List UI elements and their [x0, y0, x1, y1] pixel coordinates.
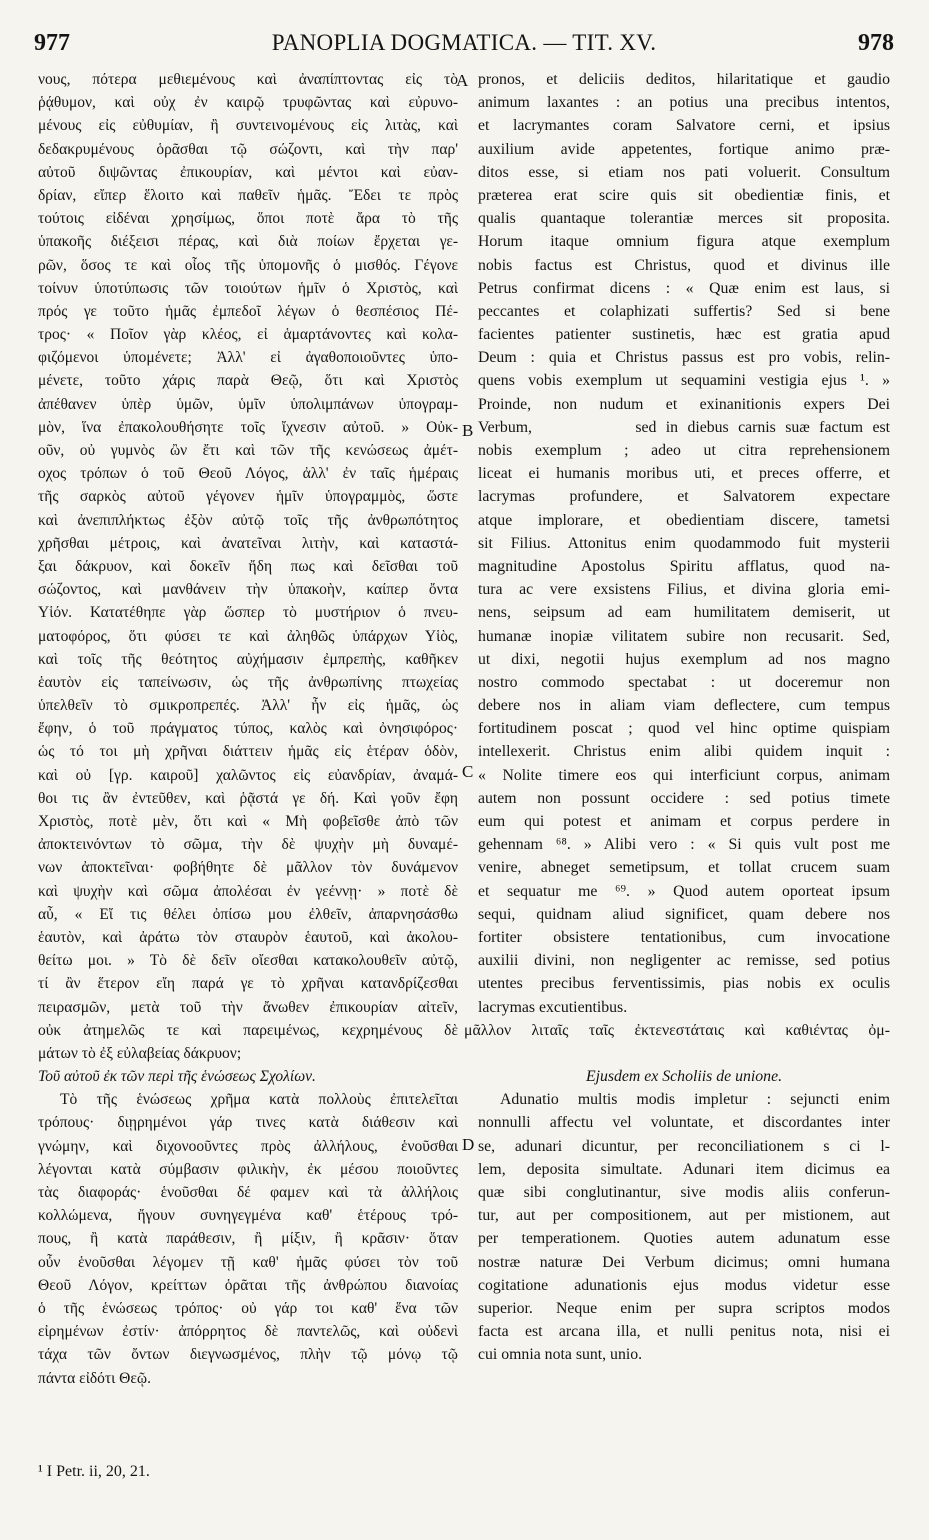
- greek-line: καὶ ἀνεπιπλήκτως ἐξὸν αὐτῷ τοῖς τῆς ἀνθρωπότητος: [38, 511, 458, 529]
- latin-line: autem non possunt occidere : sed potius timete: [478, 789, 890, 807]
- latin-line: auxilii divini, non negligenter ac remisse, sed potius: [478, 952, 890, 970]
- latin-line: Proinde, non nudum et exinanitionis expers Dei: [478, 395, 890, 413]
- greek-line: Θεοῦ Λόγον, κρείττων ὁρᾶται τῆς ἀνθρώπου διανοίας: [38, 1276, 458, 1294]
- latin-line: liceat ei humanis moribus uti, et preces offerre, et: [478, 465, 890, 483]
- page-number-right: 978: [858, 30, 894, 56]
- greek-line: τάχα τῶν ὄντων διεγνωσμένος, πλὴν τῷ μόνῳ τῷ: [38, 1346, 458, 1364]
- greek-line: γνώμην, καὶ διχονοοῦντες πρὸς ἀλλήλους, ἑνοῦσθαι: [38, 1137, 458, 1155]
- greek-line: νους, πότερα μεθιεμένους καὶ ἀναπίπτοντας εἰς τὸ: [38, 71, 458, 88]
- greek-line: ὑπελθεῖν τὸ σμικροπρεπές. Ἀλλ' ἦν εἰς ἡμᾶς, ὡς: [38, 697, 458, 715]
- greek-line: οὐκ ἀτημελῶς τε καὶ παρειμένως, κεχρημένους δὲ: [38, 1021, 458, 1039]
- latin-line: qualis quantaque tolerantiæ merces sit proposita.: [478, 210, 890, 228]
- latin-line: lacrymas profundere, et Salvatorem expectare: [478, 488, 890, 506]
- greek-column: [38, 68, 458, 1390]
- latin-line: et sequatur me ⁶⁹. » Quod autem oporteat ipsum: [478, 882, 890, 900]
- latin-line: venire, abneget semetipsum, et tollat crucem suam: [478, 859, 890, 877]
- greek-line: ματοφόρος, ὅτι φύσει τε καὶ ἀληθῶς ὑπάρχων Υἱὸς,: [38, 627, 458, 645]
- greek-line: Υἱόν. Κατατέθηπε γὰρ ὥσπερ τὸ μυστήριον ὁ πνευ-: [38, 604, 458, 622]
- running-title: PANOPLIA DOGMATICA. — TIT. XV.: [271, 30, 657, 55]
- greek-line: ξαι δάκρυον, καὶ δοκεῖν ἤδη πως καὶ δεῖσθαι τοῦ: [38, 557, 458, 575]
- latin-line: fortiter obsistere tentationibus, cum invocatione: [478, 928, 890, 946]
- latin-scholia-text: [478, 1088, 890, 1366]
- greek-line: ἀποκτεινόντων τὸ σῶμα, τὴν δὲ ψυχὴν μὴ δυναμέ-: [38, 836, 458, 854]
- latin-line: nobis factus est Christus, quod et divinus ille: [478, 256, 890, 274]
- greek-line: τούτοις εἰδέναι χρησίμως, ὅποι ποτὲ ἄρα τὸ τῆς: [38, 210, 458, 228]
- greek-line: ρῶν, ὅσος τε καὶ οἷος τῆς ὑπομονῆς ὁ μισθός. Γέγονε: [38, 256, 458, 274]
- latin-line: lem, deposita simultate. Adunari item dicimus ea: [478, 1160, 890, 1178]
- latin-line: auxilium avide appetentes, fortique animo præ-: [478, 140, 890, 158]
- greek-line: ἀπέθανεν ὑπὲρ ὑμῶν, ὑμῖν ὑπολιμπάνων ὑπογραμ-: [38, 395, 458, 413]
- greek-line: χρῆσθαι μέτροις, καὶ ἀνατεῖναι λιτὴν, καὶ καταστά-: [38, 534, 458, 552]
- greek-line: θοι τις ἂν ἐντεῦθεν, καὶ ῥᾷστά γε δή. Καὶ γοῦν ἔφη: [38, 789, 458, 807]
- greek-section-heading: Τοῦ αὐτοῦ ἐκ τῶν περὶ τῆς ἑνώσεως Σχολίων.: [38, 1068, 316, 1086]
- footnote: ¹ I Petr. ii, 20, 21.: [38, 1463, 150, 1480]
- latin-line: tura ac vere exsistens Filius, et divina gloria emi-: [478, 581, 890, 599]
- latin-line: humanæ inopiæ vilitatem subire non recusarit. Sed,: [478, 627, 890, 645]
- latin-line: et lacrymantes coram Salvatore cerni, et ipsius: [478, 117, 890, 135]
- greek-line: τρόπους· διῃρημένοι γάρ τινες κατὰ διάθεσιν καὶ: [38, 1114, 458, 1132]
- greek-line: πάντα εἰδότι Θεῷ.: [38, 1369, 151, 1387]
- latin-line: sequi, quidnam aliud significet, quam debere nos: [478, 905, 890, 923]
- greek-line: ὡς τό τοι μὴ χρῆναι διάττειν ἡμᾶς εἰς ἑτέραν ὁδὸν,: [38, 743, 458, 761]
- greek-line: ἔφην, ὁ τοῦ πράγματος τύπος, καλὸς καὶ ὀνησιφόρος·: [38, 720, 458, 738]
- latin-line: superior. Neque enim per supra scriptos modos: [478, 1299, 890, 1317]
- latin-line: facientes patienter sustinetis, hæc est gratia apud: [478, 326, 890, 344]
- latin-line: Petrus confirmat dicens : « Quæ enim est laus, si: [478, 279, 890, 297]
- latin-line: nobis exemplum ; adeo ut citra reprehensionem: [478, 442, 890, 459]
- latin-line: ditos esse, si etiam nos pati voluerit. Consultum: [478, 163, 890, 181]
- greek-line: καὶ τοῖς τῆς θεότητος αὐχήμασιν ἐμπρεπὴς, καθῆκεν: [38, 650, 458, 668]
- greek-line: φιζόμενοι ὑπομένετε; Ἀλλ' εἰ ἀγαθοποιοῦντες ὑπο-: [38, 349, 458, 367]
- greek-line: αὖ, « Εἴ τις θέλει ὀπίσω μου ἐλθεῖν, ἀπαρνησάσθω: [38, 905, 458, 923]
- latin-line: magnitudine Apostolus Spiritu afflatus, quod na-: [478, 557, 890, 575]
- greek-line: αὐτοῦ διψῶντας ἐπικουρίαν, καὶ μέντοι καὶ εὐαν-: [38, 163, 458, 181]
- latin-line: se, adunari dicuntur, per reconciliationem s ci l-: [478, 1137, 890, 1155]
- greek-line: εἰρημένων ἐστίν· ἀπόρρητος δὲ παντελῶς, καὶ οὐδενὶ: [38, 1323, 458, 1341]
- latin-line: Adunatio multis modis impletur : sejuncti enim: [500, 1091, 890, 1109]
- latin-line: Horum itaque omnium figura atque exemplum: [478, 233, 890, 251]
- greek-line: νων ἀποκτεῖναι· φοβήθητε δὲ μᾶλλον τὸν δυνάμενον: [38, 859, 458, 877]
- latin-column: [464, 68, 890, 1367]
- greek-scholia-text: [38, 1088, 458, 1389]
- latin-line: quæ sibi conglutinantur, sive modis aliis conferun-: [478, 1184, 890, 1201]
- latin-line: peccantes et colaphizati suffertis? Sed si bene: [478, 302, 890, 320]
- latin-line: « Nolite timere eos qui interficiunt corpus, animam: [478, 766, 890, 784]
- latin-line: atque implorare, et obedientiam discere, tametsi: [478, 511, 890, 529]
- greek-line: οῦν, οὐ γυμνὸς ὢν ἔτι καὶ τῶν τῆς κενώσεως ἀμέτ-: [38, 442, 458, 459]
- greek-line: οὖν ἑνοῦσθαι λέγομεν τῇ καθ' ἡμᾶς φύσει τὸν τοῦ: [38, 1253, 458, 1271]
- latin-line: lacrymas excutientibus.: [478, 998, 628, 1016]
- greek-line: καὶ οὐ [γρ. καιροῦ] χαλῶντος εἰς εὐανδρίαν, ἀναμά-: [38, 766, 458, 784]
- greek-line: ὑπακοῆς διέξεισι πέρας, καὶ διὰ ποίων ἔρχεται γε-: [38, 233, 458, 251]
- greek-line: τοίνυν ὑποτύπωσις τῶν τοιούτων ἡμῖν ὁ Χριστὸς, καὶ: [38, 279, 458, 297]
- latin-line: pronos, et deliciis deditos, hilaritatique et gaudio: [478, 71, 890, 88]
- page-header: [34, 30, 894, 60]
- greek-line: λέγονται κατὰ σύμβασιν φιλικὴν, ἐκ μέσου ποιοῦντες: [38, 1160, 458, 1178]
- latin-line: eum qui potest et animam et corpus perdere in: [478, 813, 890, 830]
- greek-line: τὰς διαφοράς· ἑνοῦσθαι δέ φαμεν καὶ τὰ ἀλλήλοις: [38, 1184, 458, 1201]
- latin-line: animum laxantes : an potius una precibus intentos,: [478, 94, 890, 112]
- greek-main-text: [38, 68, 458, 1065]
- greek-continuation-line: μᾶλλον λιταῖς ταῖς ἐκτενεστάταις καὶ καθιέντας ὀμ-: [464, 1021, 890, 1039]
- greek-line: τρος· « Ποῖον γὰρ κλέος, εἰ ἁμαρτάνοντες καὶ κολα-: [38, 326, 458, 344]
- blank-line: [478, 1042, 890, 1065]
- greek-line: ῥᾴθυμον, καὶ οὐχ ἐν καιρῷ τρυφῶντας καὶ εὐρυνο-: [38, 94, 458, 112]
- latin-main-text: [478, 68, 890, 1019]
- latin-line: facta est arcana illa, et nulli penitus nota, nisi ei: [478, 1323, 890, 1341]
- greek-line: δεδακρυμένους ὁρᾶσθαι τῷ σώζοντι, καὶ τὴν παρ': [38, 140, 458, 158]
- greek-line: σώζοντος, καὶ μανθάνειν τὴν ὑπακοὴν, καίπερ ὄντα: [38, 581, 458, 599]
- latin-line: debere nos in aliam viam deflectere, cum tempus: [478, 697, 890, 715]
- latin-line: gehennam ⁶⁸. » Alibi vero : « Si quis vult post me: [478, 836, 890, 854]
- greek-line: τί ἂν ἕτερον εἴη παρά γε τὸ χρῆναι κατανδρίζεσθαι: [38, 975, 458, 993]
- margin-letter-b: B: [462, 421, 474, 440]
- greek-line: ὁ τῆς ἑνώσεως τρόπος· οὐ γάρ τοι καθ' ἕνα τῶν: [38, 1299, 458, 1317]
- greek-line: δρίαν, εἴπερ ἕλοιτο καὶ παθεῖν ἡμᾶς. Ἔδει τε πρὸς: [38, 186, 458, 204]
- margin-letter-d: D: [462, 1135, 475, 1154]
- latin-section-heading: Ejusdem ex Scholiis de unione.: [585, 1068, 783, 1086]
- greek-line: θείτω μοι. » Τὸ δὲ δεῖν οἴεσθαι κατακολουθεῖν αὐτῷ,: [38, 952, 458, 970]
- latin-line: per temperationem. Quoties autem adunatum esse: [478, 1230, 890, 1248]
- latin-line: cogitatione adunationis ejus modus videtur esse: [478, 1276, 890, 1294]
- greek-line: μάτων τὸ ἐξ εὐλαβείας δάκρυον;: [38, 1044, 242, 1062]
- greek-line: μένετε, τοῦτο χάρις παρὰ Θεῷ, ὅτι καὶ Χριστὸς: [38, 372, 458, 390]
- greek-line: κολλώμενα, ἤγουν συνηγεγμένα καθ' ἑτέρους τρό-: [38, 1207, 458, 1225]
- greek-line: ἑαυτὸν εἰς ταπείνωσιν, ὡς τῆς ἀνθρωπίνης πτωχείας: [38, 673, 458, 691]
- latin-line: tur, aut per compositionem, aut per mistionem, aut: [478, 1207, 890, 1225]
- latin-line: utentes precibus ferventissimis, pias nobis ex oculis: [478, 975, 890, 993]
- latin-line: ut dixi, negotii hujus exemplum ad nos magno: [478, 650, 890, 668]
- latin-line: quens vobis exemplum ut sequamini vestigia ejus ¹. »: [478, 372, 890, 390]
- greek-line: πειρασμῶν, μετὰ τοῦ τὴν ἄνωθεν ἐπικουρίαν αἰτεῖν,: [38, 998, 458, 1016]
- latin-line: nens, seipsum ad eam humilitatem demiserit, ut: [478, 604, 890, 622]
- latin-line: cui omnia nota sunt, unio.: [478, 1346, 643, 1364]
- margin-letter-c: C: [462, 762, 474, 781]
- latin-line: nonnulli affectu vel voluntate, et discordantes inter: [478, 1114, 890, 1132]
- greek-line: μὸν, ἵνα ἐπακολουθήσητε τοῖς ἴχνεσιν αὐτοῦ. » Οὐκ-: [38, 418, 458, 436]
- latin-line: fortitudinem poscat ; quod vel hinc optime quispiam: [478, 720, 890, 738]
- latin-line: nostræ naturæ Dei Verbum dicimus; omni humana: [478, 1253, 890, 1271]
- greek-line: τῆς σαρκὸς αὐτοῦ γέγονεν ἡμῖν ὑπογραμμὸς, ὥστε: [38, 488, 458, 506]
- latin-line: sit Filius. Attonitus enim quodammodo fuit mysterii: [478, 534, 890, 552]
- latin-line: intellexerit. Christus enim alibi quidem inquit :: [478, 743, 890, 761]
- latin-line: Deum : quia et Christus passus est pro vobis, relin-: [478, 349, 890, 367]
- greek-line: ἑαυτὸν, καὶ ἀράτω τὸν σταυρὸν ἑαυτοῦ, καὶ ἀκολου-: [38, 928, 458, 946]
- greek-line: πρός γε τοῦτο ἡμᾶς ἐμπεδοῖ λέγων ὁ θεσπέσιος Πέ-: [38, 302, 458, 320]
- latin-line: præterea erat scire quis sit obedientiæ finis, et: [478, 186, 890, 204]
- greek-line: καὶ ψυχὴν καὶ σῶμα ἀπολέσαι ἐν γεέννῃ· » ποτὲ δὲ: [38, 882, 458, 900]
- margin-letter-a: A: [456, 71, 469, 90]
- greek-line: πους, ἢ κατὰ παράθεσιν, ἢ μίξιν, ἢ κρᾶσιν· ὅταν: [38, 1230, 458, 1248]
- page-number-left: 977: [34, 30, 70, 56]
- greek-line: οχος τρόπων ὁ τοῦ Θεοῦ Λόγος, ἀλλ' ἐν ταῖς ἡμέραις: [38, 465, 458, 483]
- latin-line: Verbum, sed in diebus carnis suæ factum est: [478, 418, 890, 436]
- greek-line: Τὸ τῆς ἑνώσεως χρῆμα κατὰ πολλοὺς ἐπιτελεῖται: [60, 1091, 458, 1109]
- greek-line: μένους εἰς εὐθυμίαν, ἢ συντεινομένους εἰς λιτὰς, καὶ: [38, 117, 458, 135]
- latin-line: nostro commodo spectabat : ut doceremur non: [478, 673, 890, 691]
- greek-line: Χριστὸς, ποτὲ μὲν, ὅτι καὶ « Μὴ φοβεῖσθε ἀπὸ τῶν: [38, 813, 458, 830]
